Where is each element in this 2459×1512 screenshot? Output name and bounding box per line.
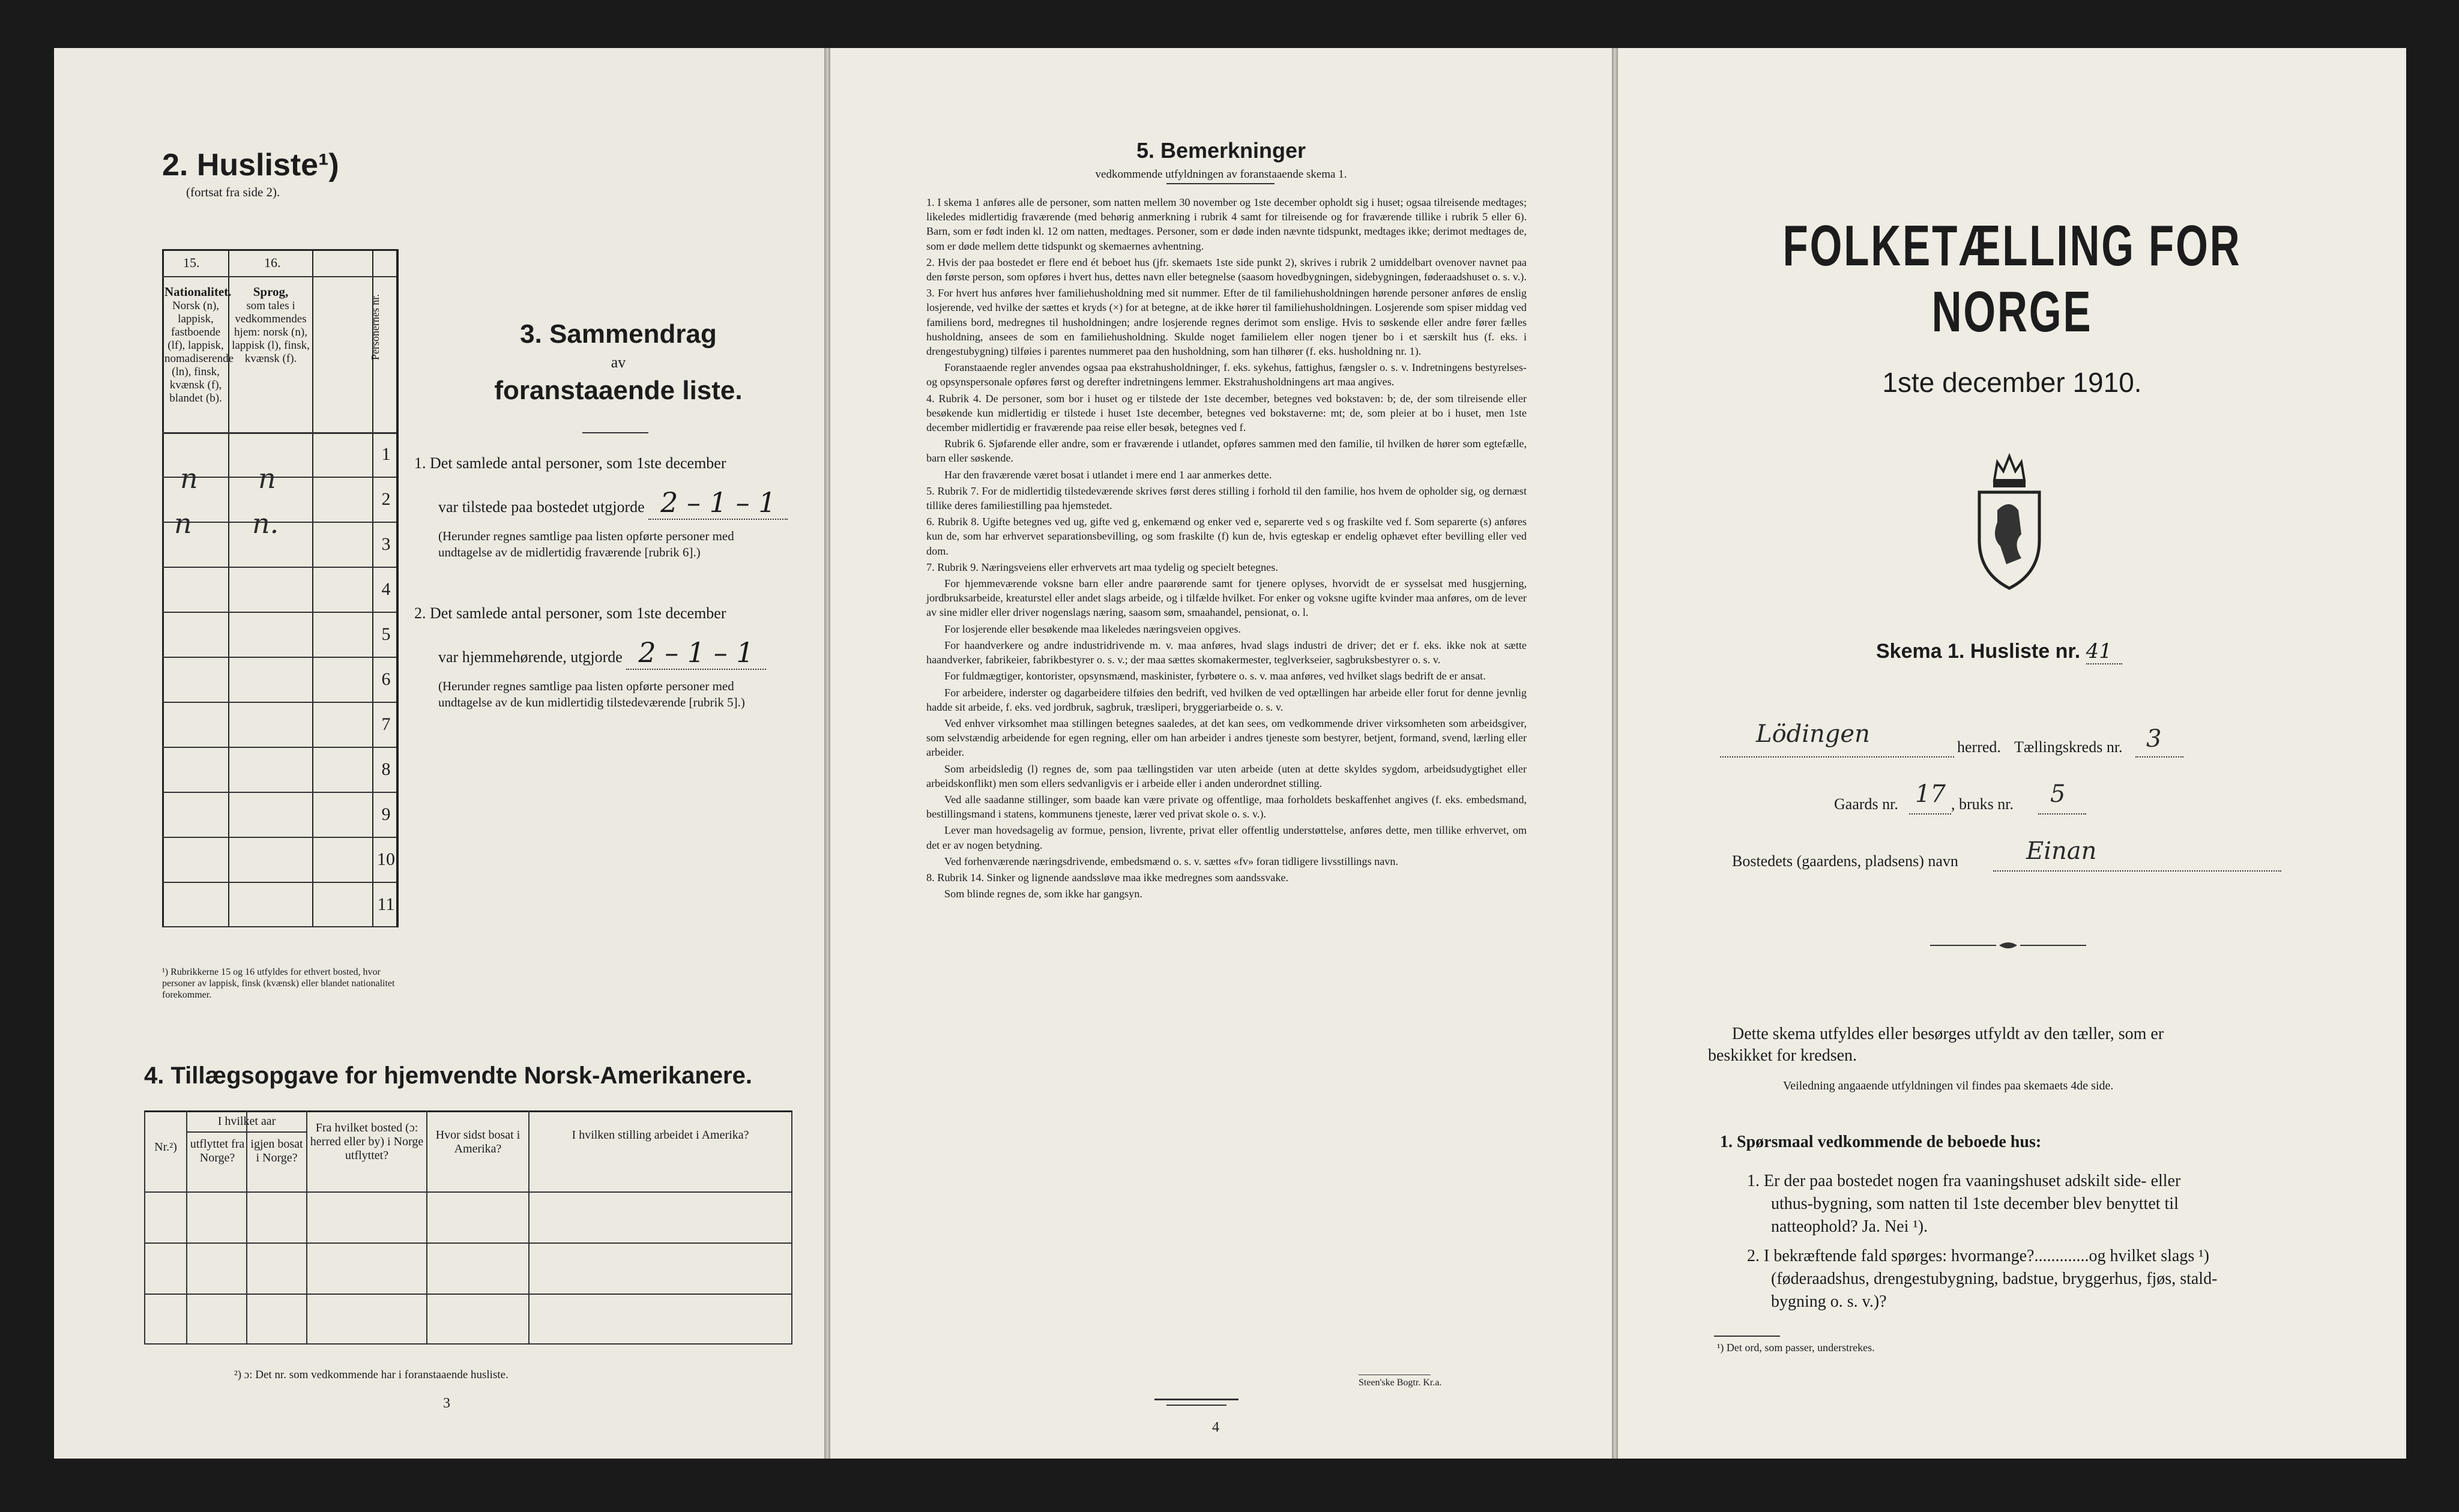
table-divider [312, 249, 313, 927]
bemerkninger-subtitle: vedkommende utfyldningen av foranstaaende skema 1. [1095, 168, 1347, 181]
remark-paragraph: For arbeidere, inderster og dagarbeidere tilføies den bedrift, ved hvilken de ved optællingen har arbeide eller forut for denne jevnlig hadde sit arbeide, f. eks. ved jordbruk, sagbruk, træsliperi, bryggeriarbeide o. s. v. [926, 686, 1527, 713]
husliste-subtitle: (fortsat fra side 2). [186, 185, 280, 199]
table-divider [246, 1110, 247, 1345]
husliste-title: 2. Husliste¹) [162, 148, 339, 182]
remark-paragraph: Ved forhenværende næringsdrivende, embedsmænd o. s. v. sættes «fv» foran tidligere livsstillings navn. [944, 855, 1399, 867]
bosted-field[interactable]: Einan [2026, 837, 2097, 865]
kreds-field-line [2135, 756, 2183, 758]
sammendrag-note: (Herunder regnes samtlige paa listen opførte personer med [438, 679, 734, 693]
kreds-label: Tællingskreds nr. [2014, 738, 2123, 756]
handwritten-nationality-1: n [180, 462, 198, 495]
table-divider [144, 1191, 792, 1193]
remark-paragraph: For losjerende eller besøkende maa likeledes næringsveien opgives. [944, 622, 1241, 635]
row-number: 4 [381, 579, 391, 599]
census-title: FOLKETÆLLING FOR NORGE [1782, 214, 2242, 344]
divider [1166, 1405, 1226, 1406]
herred-field-line [1720, 756, 1954, 758]
column-header-personernes-nr: Personernes nr. [369, 294, 381, 360]
handwritten-language-1: n [258, 462, 276, 495]
question-1: uthus-bygning, som natten til 1ste december blev benyttet til [1771, 1194, 2179, 1213]
question-2: (føderaadshus, drengestubygning, badstue, bryggerhus, fjøs, stald- [1771, 1270, 2218, 1288]
sammendrag-label: var tilstede paa bostedet utgjorde [438, 498, 645, 516]
sammendrag-note: undtagelse av de kun midlertidig tilstedeværende [rubrik 5].) [438, 695, 745, 709]
table-border [162, 249, 164, 927]
printer-imprint: Steen'ske Bogtr. Kr.a. [1359, 1378, 1442, 1388]
page-fold [824, 48, 830, 1459]
table-divider [144, 1294, 792, 1295]
row-number: 7 [381, 714, 391, 734]
sammendrag-item-2-line2 [438, 636, 766, 669]
remark-paragraph: 1. I skema 1 anføres alle de personer, som natten mellem 30 november og 1ste december opholdt sig i huset; ogsaa tilreisende medtages; likeledes midlertidig fraværende (med behørig anmerkning i rubrik 4 samt for tilreisende og for fraværende tillike i rubrik 5 eller 6). Barn, som er født inden kl. 12 om natten, medtages. Personer, som er døde inden nævnte tidspunkt, medtages ikke; derimot medtages de, som er døde mellem dette tidspunkt og skemaernes avhentning. [926, 196, 1527, 252]
table-divider [426, 1110, 427, 1345]
table-divider [162, 747, 396, 748]
handwritten-total-present: 2 – 1 – 1 [648, 486, 788, 520]
remark-paragraph: 3. For hvert hus anføres hver familiehusholdning med sit nummer. Efter de til familiehusholdningen hørende personer anføres de enslig losjerende, ved hvilke der sættes et kryds (×) for at betegne, at de ikke hører til familiehusholdningen. Losjerende som spiser middag ved familiens bord, medregnes til husholdningen; andre losjerende regnes derimot som enslige. Hvis to søskende eller andre fører fælles husholdning, ansees de som en familiehusholdning. Skulde noget familielem eller nogen tjener bo i et særskilt hus (f. eks. i drengestubygning) tilføies i parentes nummeret paa den husholdning, som han tilhører (f. eks. husholdning nr. 1). [926, 287, 1527, 358]
sammendrag-title-line: foranstaaende liste. [494, 376, 743, 405]
bosted-label: Bostedets (gaardens, pladsens) navn [1732, 852, 1958, 870]
row-number: 9 [381, 804, 391, 824]
coat-of-arms-icon [1970, 438, 2048, 594]
info-guidance: Veiledning angaaende utfyldningen vil findes paa skemaets 4de side. [1783, 1079, 2114, 1092]
remark-paragraph: For fuldmægtiger, kontorister, opsynsmænd, maskinister, fyrbøtere o. s. v. maa anføres, ved hvilket slags bedrift de er ansat. [944, 670, 1486, 682]
table-divider [162, 612, 396, 613]
column-number: 16. [264, 255, 281, 270]
row-number: 11 [377, 894, 395, 914]
question-2: 2. I bekræftende fald spørges: hvormange?.............og hvilket slags ¹) [1747, 1247, 2209, 1265]
sammendrag-title-line: av [611, 354, 626, 371]
column-header-hvilket-aar: I hvilket aar [217, 1115, 276, 1128]
sammendrag-note: (Herunder regnes samtlige paa listen opførte personer med [438, 529, 734, 543]
table-divider [162, 276, 396, 277]
bemerkninger-body [926, 195, 1527, 903]
table-divider [144, 1242, 792, 1244]
gaards-field[interactable]: 17 [1915, 780, 1946, 808]
row-number: 5 [381, 624, 391, 644]
remark-paragraph: 6. Rubrik 8. Ugifte betegnes ved ug, gifte ved g, enkemænd og enker ved e, separerte ved s og fraskilte ved f. Som separerte (s) anføres kun de, som har erhvervet separationsbevilling, og som fraskilte (f) kun de, hvis egteskap er endelig ophævet efter bevilling eller ved dom. [926, 516, 1527, 557]
remark-paragraph: 8. Rubrik 14. Sinker og lignende aandssløve maa ikke medregnes som aandssvake. [926, 871, 1289, 884]
row-number: 10 [377, 849, 395, 869]
table-divider [162, 657, 396, 658]
divider [582, 432, 648, 433]
question-title: 1. Spørsmaal vedkommende de beboede hus: [1720, 1133, 2042, 1151]
info-text: Dette skema utfyldes eller besørges utfyldt av den tæller, som er [1732, 1025, 2164, 1043]
table-divider [162, 432, 396, 434]
table-border [396, 249, 399, 927]
column-header-nr: Nr.²) [154, 1140, 177, 1154]
row-number: 2 [381, 489, 391, 509]
column-number: 15. [183, 255, 200, 270]
ornament-divider-icon [1930, 939, 2086, 951]
question-1: natteophold? Ja. Nei ¹). [1771, 1217, 1928, 1236]
sammendrag-item-1: 1. Det samlede antal personer, som 1ste december [414, 454, 726, 472]
page-number: 4 [1212, 1420, 1219, 1435]
table-divider [228, 249, 229, 927]
column-header-title: Sprog, [253, 285, 289, 299]
sammendrag-item-1-line2 [438, 486, 788, 519]
bruks-field-line [2038, 813, 2086, 815]
census-date: 1ste december 1910. [1882, 367, 2142, 398]
row-number: 6 [381, 669, 391, 689]
info-text: beskikket for kredsen. [1708, 1046, 1857, 1065]
column-header-sprog [231, 285, 311, 366]
husliste-footnote: ¹) Rubrikkerne 15 og 16 utfyldes for ethvert bosted, hvor personer av lappisk, finsk (kvænsk) eller blandet nationalitet forekommer. [162, 967, 395, 1000]
gaards-field-line [1909, 813, 1951, 815]
column-header-igjen-bosat: igjen bosat i Norge? [250, 1137, 303, 1164]
divider [1166, 183, 1275, 184]
table-divider [528, 1110, 530, 1345]
remark-paragraph: 4. Rubrik 4. De personer, som bor i huset og er tilstede der 1ste december, betegnes ved bokstaven: b; de, der som tilreisende eller besøkende kun midlertidig er tilstede i huset 1ste december, betegnes ved bokstaverne: mt; de, som pleier at bo i huset, men 1ste december midlertidig er fraværende paa reise eller besøk, betegnes ved f. [926, 392, 1527, 434]
remark-paragraph: 5. Rubrik 7. For de midlertidig tilstedeværende skrives først deres stilling i forhold til den familie, hos hvem de opholder sig, og dernæst tillike deres familiestilling paa hjemstedet. [926, 484, 1527, 512]
table-divider [162, 792, 396, 793]
table-divider [162, 926, 396, 927]
table-divider [186, 1131, 306, 1133]
page-fold [1612, 48, 1618, 1459]
row-number: 8 [381, 759, 391, 779]
herred-field[interactable]: Lödingen [1756, 720, 1870, 748]
remark-paragraph: For haandverkere og andre industridrivende m. v. maa anføres, hvad slags industri de driver; det er f. eks. ikke nok at sætte haandverker, fabrikeier, fabrikbestyrer o. s. v.; der maa sættes skomakermester, teglverkseier, sagbruksbestyrer o. s. v. [926, 639, 1527, 666]
row-number: 1 [381, 444, 391, 464]
remark-paragraph: Ved enhver virksomhet maa stillingen betegnes saaledes, at det kan sees, om vedkommende driver virksomheten som arbeidsgiver, som selvstændig arbeidende for egen regning, eller om han arbeider i andres tjeneste som bestyrer, betjent, formand, svend, lærling eller arbeider. [926, 717, 1527, 759]
remark-paragraph: Som arbeidsledig (l) regnes de, som paa tællingstiden var uten arbeide (uten at dette skyldes sygdom, arbeidsudygtighet eller arbeidskonflikt) men som ellers sedvanligvis er i arbeide eller i anden underordnet stilling. [926, 762, 1527, 789]
herred-label: herred. [1957, 738, 2001, 756]
husliste-nr-field[interactable]: 41 [2086, 639, 2122, 664]
page-number: 3 [443, 1396, 450, 1411]
question-1: 1. Er der paa bostedet nogen fra vaaningshuset adskilt side- eller [1747, 1172, 2181, 1190]
skema-label: Skema 1. Husliste nr. [1876, 640, 2081, 663]
remark-paragraph: Rubrik 6. Sjøfarende eller andre, som er fraværende i utlandet, opføres sammen med den familie, til hvilken de hører som egtefælle, barn eller søskende. [926, 438, 1527, 465]
page-middle [830, 48, 1612, 1459]
sammendrag-label: var hjemmehørende, utgjorde [438, 648, 623, 666]
gaards-label: Gaards nr. [1834, 795, 1898, 813]
column-header-hvor-bosat: Hvor sidst bosat i Amerika? [435, 1128, 520, 1155]
bruks-field[interactable]: 5 [2050, 780, 2066, 808]
skema-heading [1876, 639, 2122, 664]
remark-paragraph: For hjemmeværende voksne barn eller andre paarørende samt for tjenere oplyses, hvorvidt de er sysselsat med husgjerning, jordbruksarbeide, kreaturstel eller andet slags arbeide, og i tilfælde hvilket. For enker og voksne ugifte kvinder maa anføres, om de lever av sine midler eller driver nogenslags næring, saasom søm, smaahandel, pensionat, o. l. [926, 577, 1527, 619]
handwritten-language-2: n. [252, 507, 279, 540]
sammendrag-note: undtagelse av de midlertidig fraværende [rubrik 6].) [438, 545, 701, 559]
page-left [54, 48, 824, 1459]
table-divider [162, 702, 396, 703]
footnote: ¹) Det ord, som passer, understrekes. [1717, 1342, 1875, 1354]
tillaeg-title: 4. Tillægsopgave for hjemvendte Norsk-Amerikanere. [144, 1062, 752, 1089]
sammendrag-title [450, 318, 786, 407]
bruks-label: , bruks nr. [1951, 795, 2014, 813]
bemerkninger-title: 5. Bemerkninger [1136, 138, 1306, 163]
kreds-field[interactable]: 3 [2146, 725, 2162, 753]
column-header-fra-bosted: Fra hvilket bosted (ɔ: herred eller by) i Norge utflyttet? [310, 1121, 424, 1162]
bosted-field-line [1993, 870, 2281, 872]
handwritten-total-resident: 2 – 1 – 1 [626, 636, 765, 670]
sammendrag-title-line: 3. Sammendrag [520, 319, 717, 349]
divider [1714, 1336, 1780, 1337]
column-header-body: som tales i vedkommendes hjem: norsk (n), lappisk (l), finsk, kvænsk (f). [232, 300, 310, 365]
page-right [1618, 48, 2406, 1459]
tillaeg-footnote: ²) ɔ: Det nr. som vedkommende har i foranstaaende husliste. [234, 1369, 508, 1381]
remark-paragraph: Foranstaaende regler anvendes ogsaa paa ekstrahusholdninger, f. eks. sykehus, fattighus, fængsler o. s. v. Indretningens bestyrelses- og opsynspersonale opføres først og derefter indretningens lemmer. Ekstrahusholdningens art maa angives. [926, 361, 1527, 388]
column-header-title: Nationalitet. [164, 285, 232, 299]
column-header-nationalitet [164, 285, 234, 405]
row-number: 3 [381, 534, 391, 554]
remark-paragraph: Har den fraværende været bosat i utlandet i mere end 1 aar anmerkes dette. [944, 468, 1272, 481]
handwritten-nationality-2: n [174, 507, 192, 540]
remark-paragraph: 2. Hvis der paa bostedet er flere end ét beboet hus (jfr. skemaets 1ste side punkt 2), skrives i rubrik 2 umiddelbart ovenover navnet paa den første person, som opføres i hvert hus, dettes navn eller betegnelse (saasom hovedbygningen, sidebygningen, føderaadshuset o. s. v.). [926, 256, 1527, 283]
column-header-utflyttet: utflyttet fra Norge? [190, 1137, 245, 1164]
divider [1154, 1399, 1239, 1400]
table-divider [162, 837, 396, 838]
remark-paragraph: Ved alle saadanne stillinger, som baade kan være private og offentlige, maa forholdets beskaffenhet angives (f. eks. embedsmand, bestillingsmand i statens, kommunens tjeneste, lærer ved privat skole o. s. v.). [926, 793, 1527, 821]
table-divider [162, 522, 396, 523]
table-divider [306, 1110, 307, 1345]
column-header-stilling: I hvilken stilling arbeidet i Amerika? [572, 1128, 749, 1142]
table-divider [186, 1110, 187, 1345]
column-header-body: Norsk (n), lappisk, fastboende (lf), lappisk, nomadiserende (ln), finsk, kvænsk (f), blandet (b). [164, 300, 234, 405]
remark-paragraph: 7. Rubrik 9. Næringsveiens eller erhvervets art maa tydelig og specielt betegnes. [926, 561, 1278, 573]
table-divider [162, 567, 396, 568]
question-2: bygning o. s. v.)? [1771, 1292, 1887, 1311]
remark-paragraph: Lever man hovedsagelig av formue, pension, livrente, privat eller offentlig understøttelse, anføres dette, men tillike erhvervet, om det er av nogen betydning. [926, 824, 1527, 851]
sammendrag-item-2: 2. Det samlede antal personer, som 1ste december [414, 604, 726, 622]
table-divider [162, 882, 396, 883]
remark-paragraph: Som blinde regnes de, som ikke har gangsyn. [944, 888, 1142, 900]
